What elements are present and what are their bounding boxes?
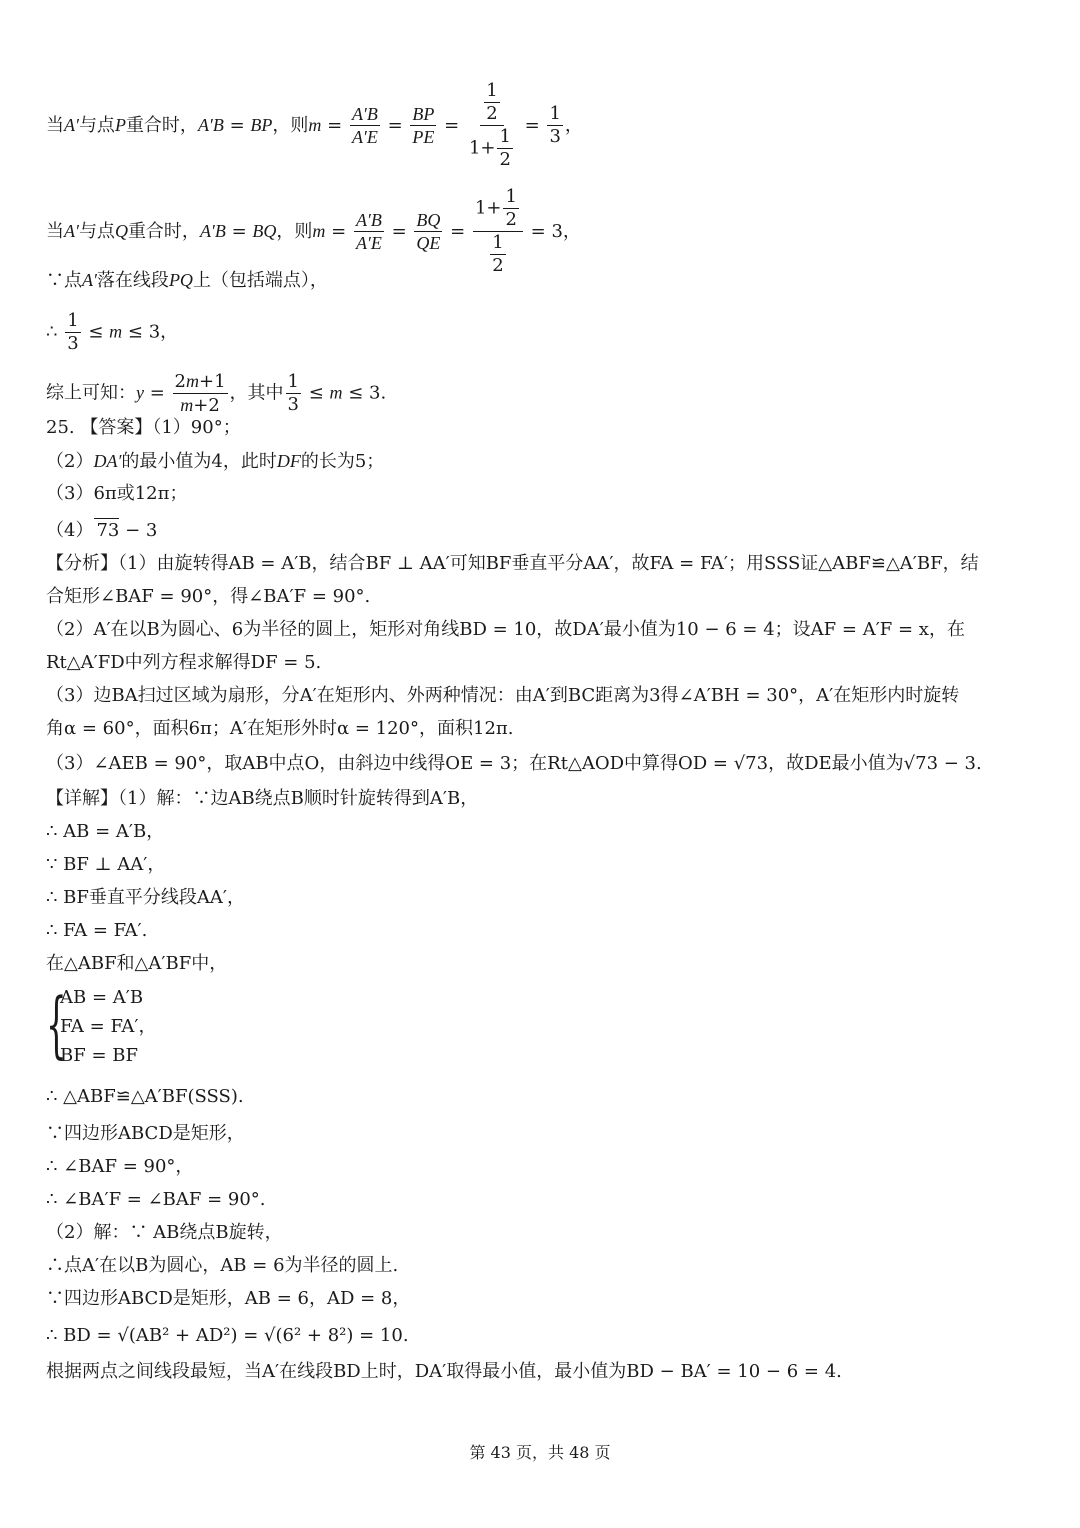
detail-3: ∵ BF ⊥ AA′， <box>46 854 166 875</box>
analysis-2b: Rt△A′FD中列方程求解得DF = 5. <box>46 652 322 673</box>
detail-13: ∵四边形ABCD是矩形，AB = 6，AD = 8， <box>46 1288 411 1309</box>
line-p2 <box>46 186 581 277</box>
analysis-2a: （2）A′在以B为圆心、6为半径的圆上，矩形对角线BD = 10，故DA′最小值为10 − 6 = 4；设AF = A′F = x，在 <box>46 619 965 640</box>
line-p5: 综上可知：y = $\frac{2m+1}{m+2}$ ，其中 $\frac{1}{3}$ ≤ m ≤ 3. <box>46 371 387 416</box>
analysis-1a: 【分析】（1）由旋转得AB = A′B，结合BF ⊥ AA′可知BF垂直平分AA′，故FA = FA′；用SSS证△ABF≌△A′BF，结 <box>46 553 979 574</box>
analysis-4: （3）∠AEB = 90°，取AB中点O，由斜边中线得OE = 3；在Rt△AOD中算得OD = √73，故DE最小值为√73 − 3. <box>46 753 982 774</box>
line-p3: ∵点A′落在线段PQ上（包括端点）， <box>46 270 328 291</box>
detail-11: （2）解：∵ AB绕点B旋转， <box>46 1222 283 1243</box>
analysis-1b: 合矩形∠BAF = 90°，得∠BA′F = 90°. <box>46 586 371 607</box>
p1-text: 当A′与点P重合时，A′B = BP，则m = $\frac{A'B}{A'E}$ = $\frac{BP}{PE}$ = $\frac{1}{2}$ 1+ $\frac{1}{2}$ = $\frac{1}{3}$ ， <box>46 80 583 170</box>
system-line-3: BF = BF <box>60 1045 138 1066</box>
line-p1 <box>46 80 583 171</box>
answer-2: （2）DA′的最小值为4，此时DF的长为5； <box>46 451 385 472</box>
detail-9: ∴ ∠BAF = 90°， <box>46 1156 194 1177</box>
detail-14: ∴ BD = √(AB² + AD²) = √(6² + 8²) = 10. <box>46 1325 409 1346</box>
detail-7: ∴ △ABF≌△A′BF(SSS). <box>46 1086 244 1107</box>
p2-text: 当A′与点Q重合时，A′B = BQ，则m = $\frac{A'B}{A'E}$ = $\frac{BQ}{QE}$ = 1+ $\frac{1}{2}$ $\frac{1}{2}$ = 3， <box>46 186 581 276</box>
detail-5: ∴ FA = FA′. <box>46 920 148 941</box>
page-footer: 第 43 页，共 48 页 <box>469 1443 611 1462</box>
detail-12: ∴点A′在以B为圆心，AB = 6为半径的圆上. <box>46 1255 399 1276</box>
line-p4: ∴ $\frac{1}{3}$ ≤ m ≤ 3， <box>46 310 179 354</box>
detail-1: 【详解】（1）解：∵边AB绕点B顺时针旋转得到A′B， <box>46 788 479 809</box>
detail-10: ∴ ∠BA′F = ∠BAF = 90°. <box>46 1189 266 1210</box>
brace-icon: { <box>46 982 67 1066</box>
detail-8: ∵四边形ABCD是矩形， <box>46 1123 245 1144</box>
detail-6: 在△ABF和△A′BF中， <box>46 953 228 974</box>
system-line-2: FA = FA′， <box>60 1016 157 1037</box>
document-page <box>46 0 1036 1528</box>
answer-25-heading: 25. 【答案】（1）90°； <box>46 417 241 438</box>
answer-4: （4） 73 − 3 <box>46 520 158 541</box>
detail-4: ∴ BF垂直平分线段AA′， <box>46 887 245 908</box>
answer-3: （3）6π或12π； <box>46 483 188 504</box>
analysis-3a: （3）边BA扫过区域为扇形，分A′在矩形内、外两种情况：由A′到BC距离为3得∠A′BH = 30°，A′在矩形内时旋转 <box>46 685 960 706</box>
detail-15: 根据两点之间线段最短，当A′在线段BD上时，DA′取得最小值，最小值为BD − BA′ = 10 − 6 = 4. <box>46 1361 842 1382</box>
analysis-3b: 角α = 60°，面积6π；A′在矩形外时α = 120°，面积12π. <box>46 718 514 739</box>
detail-2: ∴ AB = A′B， <box>46 821 165 842</box>
system-line-1: AB = A′B <box>60 987 144 1008</box>
equation-system <box>46 984 246 1074</box>
